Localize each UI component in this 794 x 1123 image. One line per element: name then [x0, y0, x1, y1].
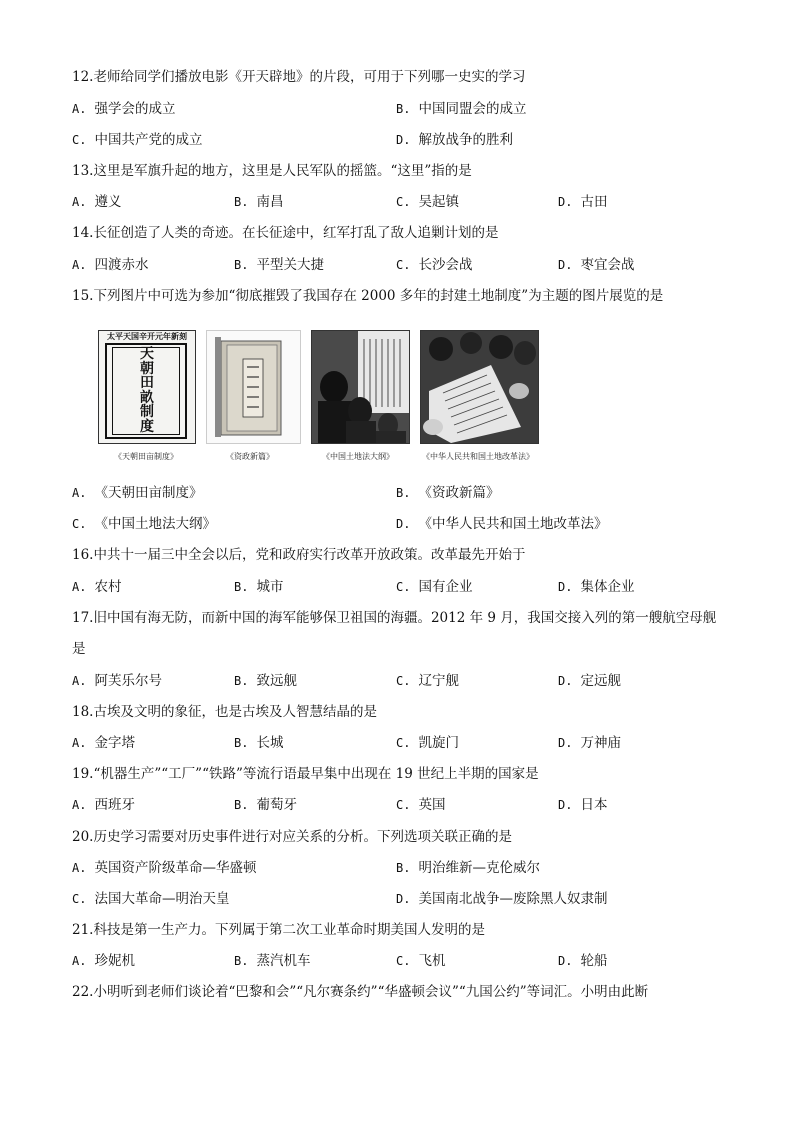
image-caption-2: 《资政新篇》 — [226, 452, 274, 461]
image-caption-4: 《中华人民共和国土地改革法》 — [422, 452, 534, 461]
q20-option-a[interactable]: A. 英国资产阶级革命—华盛顿 — [72, 860, 257, 876]
question-20-stem: 20.历史学习需要对历史事件进行对应关系的分析。下列选项关联正确的是 — [72, 829, 512, 845]
q13-option-b[interactable]: B. 南昌 — [234, 194, 284, 210]
q19-option-a[interactable]: A. 西班牙 — [72, 797, 135, 813]
question-14-stem: 14.长征创造了人类的奇迹。在长征途中，红军打乱了敌人追剿计划的是 — [72, 225, 499, 241]
q13-option-a[interactable]: A. 遵义 — [72, 194, 122, 210]
q15-option-a[interactable]: A. 《天朝田亩制度》 — [72, 485, 203, 501]
tianchao-tianmu-zhidu-image — [98, 330, 196, 444]
image-banner-text: 太平天国辛开元年新刻 — [107, 332, 187, 341]
question-13-stem: 13.这里是军旗升起的地方，这里是人民军队的摇篮。“这里”指的是 — [72, 163, 472, 179]
q18-option-c[interactable]: C. 凯旋门 — [396, 735, 459, 751]
image-title-char: 度 — [140, 418, 154, 435]
question-19-stem: 19.“机器生产”“工厂”“铁路”等流行语最早集中出现在 19 世纪上半期的国家是 — [72, 766, 539, 782]
q13-option-c[interactable]: C. 吴起镇 — [396, 194, 459, 210]
crowd-reading-poster-illustration — [312, 331, 409, 443]
image-caption-1: 《天朝田亩制度》 — [114, 452, 178, 461]
question-22-stem: 22.小明听到老师们谈论着“巴黎和会”“凡尔赛条约”“华盛顿会议”“九国公约”等词汇。小明由此断 — [72, 984, 649, 1000]
zizheng-xinpian-image — [206, 330, 301, 444]
question-21-stem: 21.科技是第一生产力。下列属于第二次工业革命时期美国人发明的是 — [72, 922, 485, 938]
q21-option-d[interactable]: D. 轮船 — [558, 953, 608, 969]
q20-option-b[interactable]: B. 明治维新—克伦威尔 — [396, 860, 540, 876]
q16-option-a[interactable]: A. 农村 — [72, 579, 122, 595]
q17-option-c[interactable]: C. 辽宁舰 — [396, 673, 459, 689]
q17-option-a[interactable]: A. 阿芙乐尔号 — [72, 673, 162, 689]
q21-option-b[interactable]: B. 蒸汽机车 — [234, 953, 311, 969]
image-caption-3: 《中国土地法大纲》 — [322, 452, 394, 461]
land-reform-law-image — [420, 330, 539, 444]
q12-option-b[interactable]: B. 中国同盟会的成立 — [396, 101, 527, 117]
question-18-stem: 18.古埃及文明的象征，也是古埃及人智慧结晶的是 — [72, 704, 377, 720]
q21-option-c[interactable]: C. 飞机 — [396, 953, 446, 969]
q19-option-d[interactable]: D. 日本 — [558, 797, 608, 813]
q12-option-d[interactable]: D. 解放战争的胜利 — [396, 132, 513, 148]
q14-option-d[interactable]: D. 枣宜会战 — [558, 257, 635, 273]
q14-option-c[interactable]: C. 长沙会战 — [396, 257, 473, 273]
image-title-column — [133, 347, 161, 435]
image-title-char: 朝 — [140, 360, 154, 377]
question-17-stem-line-1: 17.旧中国有海无防，而新中国的海军能够保卫祖国的海疆。2012 年 9 月，我国交接入列的第一艘航空母舰 — [72, 610, 717, 626]
book-illustration — [207, 331, 300, 443]
q15-option-c[interactable]: C. 《中国土地法大纲》 — [72, 516, 216, 532]
question-15-stem: 15.下列图片中可选为参加“彻底摧毁了我国存在 2000 多年的封建土地制度”为主题的图片展览的是 — [72, 288, 664, 304]
land-law-outline-image — [311, 330, 410, 444]
question-16-stem: 16.中共十一届三中全会以后，党和政府实行改革开放政策。改革最先开始于 — [72, 547, 526, 563]
image-title-char: 畝 — [140, 389, 154, 406]
question-17-stem-line-2: 是 — [72, 641, 86, 657]
q21-option-a[interactable]: A. 珍妮机 — [72, 953, 135, 969]
q20-option-d[interactable]: D. 美国南北战争—废除黑人奴隶制 — [396, 891, 608, 907]
q19-option-b[interactable]: B. 葡萄牙 — [234, 797, 297, 813]
image-title-char: 田 — [140, 375, 154, 392]
q18-option-a[interactable]: A. 金字塔 — [72, 735, 135, 751]
q16-option-d[interactable]: D. 集体企业 — [558, 579, 635, 595]
q13-option-d[interactable]: D. 古田 — [558, 194, 608, 210]
q12-option-a[interactable]: A. 强学会的成立 — [72, 101, 176, 117]
q16-option-c[interactable]: C. 国有企业 — [396, 579, 473, 595]
q12-option-c[interactable]: C. 中国共产党的成立 — [72, 132, 203, 148]
image-title-char: 天 — [140, 346, 154, 362]
q14-option-a[interactable]: A. 四渡赤水 — [72, 257, 149, 273]
q15-option-d[interactable]: D. 《中华人民共和国土地改革法》 — [396, 516, 608, 532]
q17-option-d[interactable]: D. 定远舰 — [558, 673, 621, 689]
q16-option-b[interactable]: B. 城市 — [234, 579, 284, 595]
q15-option-b[interactable]: B. 《资政新篇》 — [396, 485, 500, 501]
q20-option-c[interactable]: C. 法国大革命—明治天皇 — [72, 891, 230, 907]
people-reading-document-illustration — [421, 331, 538, 443]
q14-option-b[interactable]: B. 平型关大捷 — [234, 257, 324, 273]
q18-option-d[interactable]: D. 万神庙 — [558, 735, 621, 751]
q18-option-b[interactable]: B. 长城 — [234, 735, 284, 751]
q17-option-b[interactable]: B. 致远舰 — [234, 673, 297, 689]
question-12-stem: 12.老师给同学们播放电影《开天辟地》的片段，可用于下列哪一史实的学习 — [72, 69, 526, 85]
q19-option-c[interactable]: C. 英国 — [396, 797, 446, 813]
image-title-char: 制 — [140, 404, 154, 421]
